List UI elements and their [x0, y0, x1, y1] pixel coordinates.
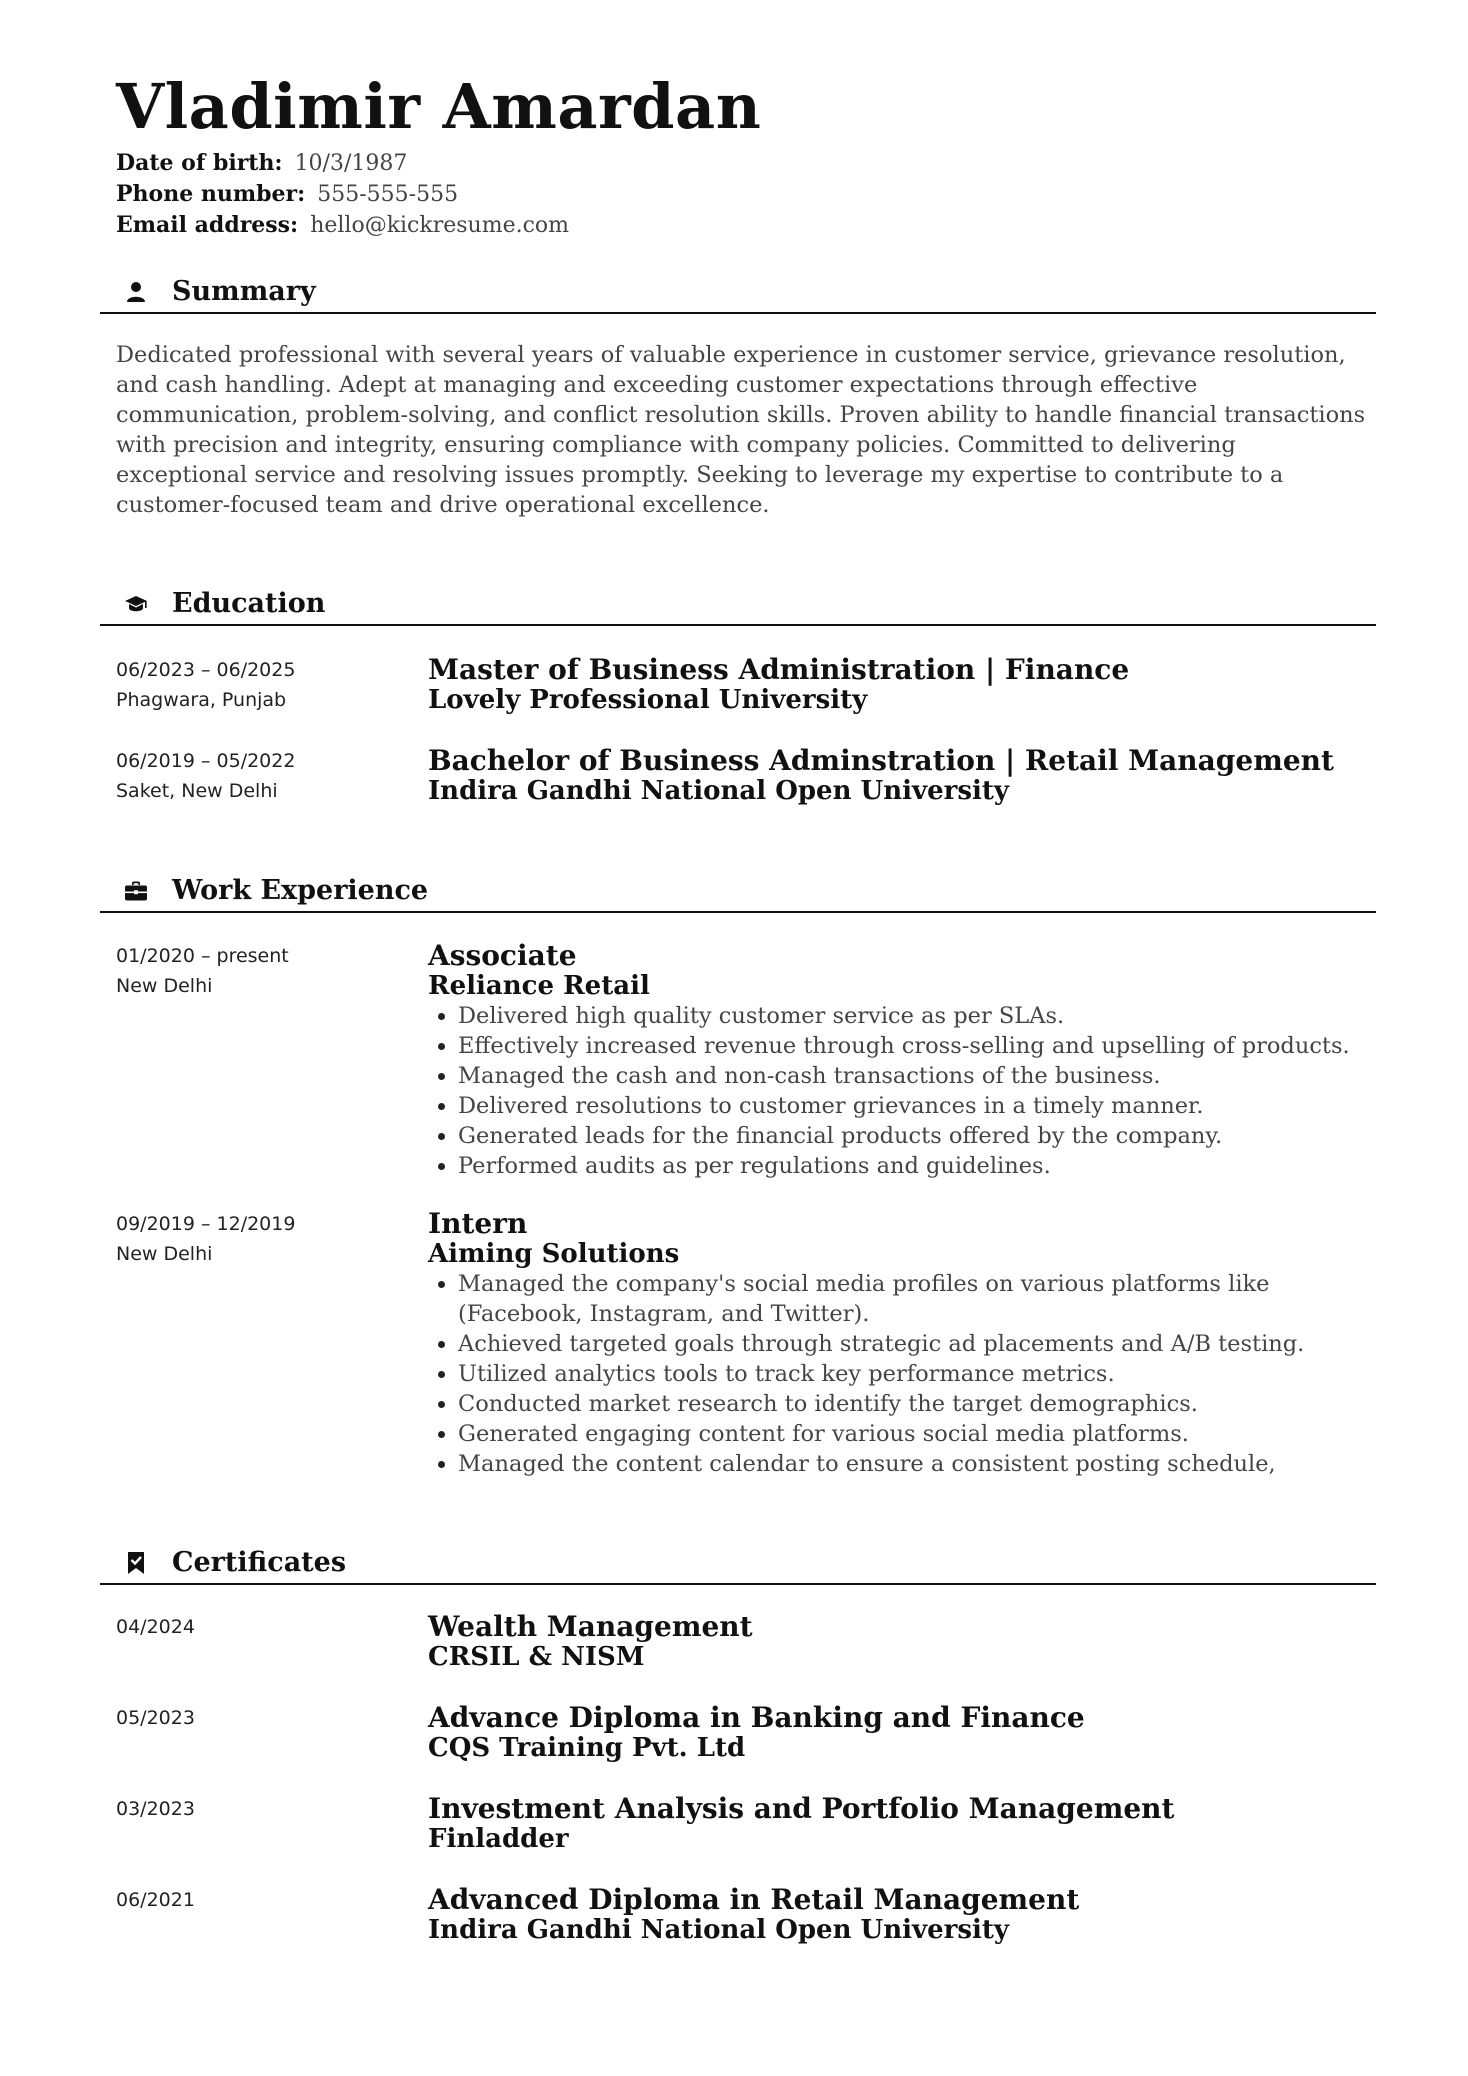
entry-location: Saket, New Delhi [116, 780, 278, 802]
certificate-date: 03/2023 [116, 1798, 195, 1820]
certificate-date: 05/2023 [116, 1707, 195, 1729]
certificate-issuer: Indira Gandhi National Open University [428, 1915, 1009, 1945]
list-item: • Delivered high quality customer service as per SLAs. [458, 1001, 1376, 1031]
list-item: • Managed the cash and non-cash transactions of the business. [458, 1061, 1376, 1091]
list-item: • Utilized analytics tools to track key performance metrics. [458, 1359, 1328, 1389]
list-item: • Delivered resolutions to customer grievances in a timely manner. [458, 1091, 1376, 1121]
list-item: • Managed the content calendar to ensure a consistent posting schedule, [458, 1449, 1328, 1479]
section-work-header [100, 871, 1376, 913]
responsibilities-list [428, 1001, 1376, 1181]
degree-title: Bachelor of Business Adminstration | Retail Management [428, 744, 1334, 777]
entry-meta [116, 1209, 416, 1269]
certificate-entry [116, 1703, 1376, 1765]
contact-label: Date of birth: [116, 150, 283, 176]
contact-value: 10/3/1987 [294, 151, 408, 176]
education-entry [116, 746, 1376, 808]
section-summary-header [100, 272, 1376, 314]
company-name: Reliance Retail [428, 971, 650, 1001]
certificate-issuer: CQS Training Pvt. Ltd [428, 1733, 746, 1763]
job-title: Intern [428, 1207, 528, 1240]
certificate-issuer: CRSIL & NISM [428, 1642, 645, 1672]
certificate-issuer: Finladder [428, 1824, 569, 1854]
contact-details [116, 148, 569, 241]
entry-meta [116, 655, 416, 715]
entry-body [428, 1703, 1376, 1763]
list-item: • Performed audits as per regulations and guidelines. [458, 1151, 1376, 1181]
entry-dates: 06/2023 – 06/2025 [116, 659, 296, 681]
certificate-date: 06/2021 [116, 1889, 195, 1911]
contact-row-birth [116, 148, 569, 179]
section-education-header [100, 584, 1376, 626]
responsibilities-list [428, 1269, 1328, 1479]
section-certificates-header [100, 1543, 1376, 1585]
entry-meta [116, 941, 416, 1001]
candidate-name: Vladimir Amardan [116, 70, 762, 143]
entry-dates: 01/2020 – present [116, 945, 289, 967]
list-item: • Generated leads for the financial products offered by the company. [458, 1121, 1376, 1151]
contact-row-email [116, 210, 569, 241]
certificate-name: Investment Analysis and Portfolio Management [428, 1792, 1175, 1825]
contact-label: Phone number: [116, 181, 306, 207]
work-entry [116, 941, 1376, 1181]
entry-meta [116, 746, 416, 806]
certificate-name: Advanced Diploma in Retail Management [428, 1883, 1080, 1916]
certificate-name: Advance Diploma in Banking and Finance [428, 1701, 1085, 1734]
education-entry [116, 655, 1376, 717]
graduation-cap-icon [124, 592, 148, 616]
job-title: Associate [428, 939, 577, 972]
entry-location: New Delhi [116, 1243, 213, 1265]
entry-dates: 09/2019 – 12/2019 [116, 1213, 296, 1235]
list-item: • Effectively increased revenue through cross-selling and upselling of products. [458, 1031, 1376, 1061]
entry-body [428, 1885, 1376, 1945]
school-name: Lovely Professional University [428, 685, 868, 715]
degree-title: Master of Business Administration | Finance [428, 653, 1130, 686]
work-entry [116, 1209, 1376, 1479]
list-item: • Conducted market research to identify the target demographics. [458, 1389, 1328, 1419]
contact-value: 555-555-555 [317, 182, 459, 207]
certificate-entry [116, 1794, 1376, 1856]
entry-body [428, 1612, 1376, 1672]
section-title: Education [172, 588, 326, 619]
certificate-date: 04/2024 [116, 1616, 195, 1638]
contact-row-phone [116, 179, 569, 210]
summary-text: Dedicated professional with several years of valuable experience in customer service, grievance resolution, and cash handling. Adept at managing and exceeding customer expectations through effective communication, problem-solving, and conflict resolution skills. Proven ability to handle financial transactions with precision and integrity, ensuring compliance with company policies. Committed to delivering exceptional service and resolving issues promptly. Seeking to leverage my expertise to contribute to a customer-focused team and drive operational excellence. [116, 342, 1366, 518]
company-name: Aiming Solutions [428, 1239, 680, 1269]
list-item: • Generated engaging content for various social media platforms. [458, 1419, 1328, 1449]
list-item: • Managed the company's social media profiles on various platforms like (Facebook, Instagram, and Twitter). [458, 1269, 1328, 1329]
school-name: Indira Gandhi National Open University [428, 776, 1009, 806]
entry-body [428, 941, 1376, 1181]
section-title: Certificates [172, 1547, 347, 1578]
entry-location: New Delhi [116, 975, 213, 997]
entry-body [428, 746, 1376, 806]
person-icon [124, 280, 148, 304]
certificate-name: Wealth Management [428, 1610, 753, 1643]
section-title: Work Experience [172, 875, 429, 906]
certificate-entry [116, 1612, 1376, 1674]
briefcase-icon [124, 879, 148, 903]
entry-location: Phagwara, Punjab [116, 689, 287, 711]
section-title: Summary [172, 276, 316, 307]
entry-body [428, 1209, 1376, 1479]
entry-body [428, 1794, 1376, 1854]
certificate-entry [116, 1885, 1376, 1947]
list-item: • Achieved targeted goals through strategic ad placements and A/B testing. [458, 1329, 1328, 1359]
entry-body [428, 655, 1376, 715]
entry-dates: 06/2019 – 05/2022 [116, 750, 296, 772]
contact-value: hello@kickresume.com [310, 213, 570, 238]
bookmark-check-icon [124, 1551, 148, 1575]
contact-label: Email address: [116, 212, 299, 238]
